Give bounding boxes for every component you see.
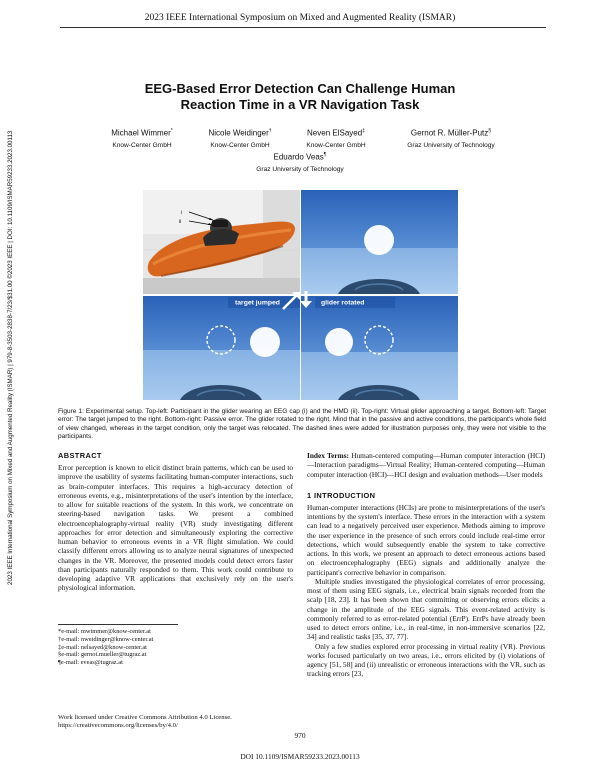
doi-footer: DOI 10.1109/ISMAR59233.2023.00113 — [240, 752, 360, 761]
author-block: Michael Wimmer* Know-Center GmbH — [111, 128, 173, 149]
label-target-jumped: target jumped — [235, 299, 280, 307]
index-terms-text: Human-centered computing—Human computer interaction (HCI)—Interaction paradigms—Virtual Reality; Human-centered computing—Human computer interaction (HCI)—HCI design and evaluation methods—User models — [307, 451, 545, 479]
footnote: ¶e-mail: eveas@tugraz.at — [58, 659, 123, 667]
footnote-rule — [58, 624, 178, 625]
author-block: Eduardo Veas¶ Graz University of Technology — [256, 152, 344, 173]
index-terms — [307, 451, 545, 479]
author-block: Nicole Weidinger† Know-Center GmbH — [208, 128, 272, 149]
author-affiliation: Know-Center GmbH — [210, 141, 270, 149]
author-name: Nicole Weidinger — [208, 128, 269, 138]
intro-paragraph: Human-computer interactions (HCIs) are prone to misinterpretations of the user's intentions by the system's interface. These errors in the interaction with a system can lead to a negatively perceived user experience. Methods aiming to improve the user experience in the presence of such errors could include real-time error detections, which would subsequently enable the system to take corrective actions. In this work, we present an approach to detect erroneous actions based on electroencephalography (EEG) signals and additionally analyze the participant's corrective behavior in comparison. — [307, 502, 545, 577]
abstract-text: Error perception is known to elicit distinct brain patterns, which can be used to improve the usability of systems facilitating human-computer interactions, such as brain-computer interfaces. This requires a high-accuracy detection of erroneous events, e.g., misinterpretations of the user's intention by the interface, to allow for suitable reactions of the system. In this work, we concentrate on steering-based navigation tasks. We present a combined electroencephalography-virtual reality (VR) study investigating different approaches for error detection and simultaneously exploring the corrective human behavior to erroneous events in a VR flight simulation. We could classify different errors allowing us to analyze neural signatures of unexpected changes in the VR. Moreover, the presented models could detect errors faster than participants naturally responded to them. This work could contribute to developing adaptive VR applications that exclusively rely on the user's physiological information. — [58, 463, 293, 593]
author-affiliation: Know-Center GmbH — [112, 141, 172, 149]
footnotes — [58, 628, 293, 667]
vr-view-target-error — [143, 292, 300, 400]
footnote: *e-mail: mwimmer@know-center.at — [58, 628, 151, 635]
title-line-2: Reaction Time in a VR Navigation Task — [180, 97, 420, 112]
author-block: Gernot R. Müller-Putz§ Graz University of Technology — [407, 128, 495, 149]
author-name: Neven ElSayed — [307, 128, 363, 138]
author-affiliation: Graz University of Technology — [407, 141, 495, 149]
right-column — [307, 451, 545, 679]
index-terms-label: Index Terms: — [307, 451, 349, 460]
intro-heading: 1 INTRODUCTION — [307, 490, 376, 500]
intro-paragraph: Multiple studies investigated the physiological correlates of error processing, most of them using EEG signals, i.e., electrical brain signals recorded from the scalp [18, 23]. It has been shown that committing or observing errors elicits a change in the amplitude of the EEG signals. This event-related activity is commonly referred to as error-related potential (ErrP). ErrPs have already been used to detect errors online, i.e., in real-time, in non-immersive scenarios [22, 34] and realistic tasks [35, 37, 77]. — [307, 576, 545, 642]
author-name: Gernot R. Müller-Putz — [410, 128, 489, 138]
label-glider-rotated: glider rotated — [321, 299, 365, 307]
photo-participant-glider — [143, 190, 300, 294]
figure-caption: Figure 1: Experimental setup. Top-left: Participant in the glider wearing an EEG cap (i) and the HMD (ii). Top-right: Virtual glider approaching a target. Bottom-left: Target error: The target jumped to the right. Bottom-right: Passive error. The glider rotated to the right. Mind that in the passive and active conditions, the participant's whole field of view changed, whereas in the target condition, only the target was relocated. The dashed lines were added for illustration purposes only, they were not visible to the participants. — [58, 408, 546, 441]
footnote: §e-mail: gernot.mueller@tugraz.at — [58, 651, 147, 659]
copyright-sidebar: 2023 IEEE International Symposium on Mixed and Augmented Reality (ISMAR) | 979-8-3503-2838-7/23/$31.00 ©2023 IEEE | DOI: 10.1109/ISMAR59233.2023.00113 — [7, 130, 14, 585]
title-line-1: EEG-Based Error Detection Can Challenge Human — [144, 81, 456, 96]
footnote: ‡e-mail: nelsayed@know-center.at — [58, 643, 147, 651]
paper-title — [80, 81, 520, 113]
footnote: †e-mail: nweidinger@know-center.at — [58, 635, 154, 643]
vr-view-passive-error — [300, 291, 458, 400]
abstract-section — [58, 451, 293, 593]
intro-paragraph: Only a few studies explored error processing in virtual reality (VR). Previous works focused particularly on two areas, i.e., errors elicited by (i) violations of agency [51, 58] and (ii) unrealistic or erroneous interactions with the VR, such as tracking errors [23, — [307, 641, 545, 679]
label-ii: ii — [179, 219, 182, 225]
license-notice — [58, 714, 298, 731]
abstract-heading: ABSTRACT — [58, 451, 102, 460]
conference-header: 2023 IEEE International Symposium on Mixed and Augmented Reality (ISMAR) — [144, 13, 456, 23]
author-name: Eduardo Veas — [273, 152, 324, 162]
vr-view-approaching-target — [301, 190, 458, 294]
label-i: i — [181, 210, 183, 216]
header-rule — [60, 27, 546, 28]
license-url[interactable]: https://creativecommons.org/licenses/by/4.0/ — [58, 722, 178, 730]
author-block: Neven ElSayed‡ Know-Center GmbH — [306, 128, 366, 149]
author-name: Michael Wimmer — [111, 128, 171, 138]
page-number: 970 — [294, 731, 306, 740]
license-line: Work licensed under Creative Commons Attribution 4.0 License. — [58, 714, 232, 721]
author-affiliation: Know-Center GmbH — [306, 141, 366, 149]
author-affiliation: Graz University of Technology — [256, 165, 344, 173]
figure-1 — [143, 190, 458, 400]
